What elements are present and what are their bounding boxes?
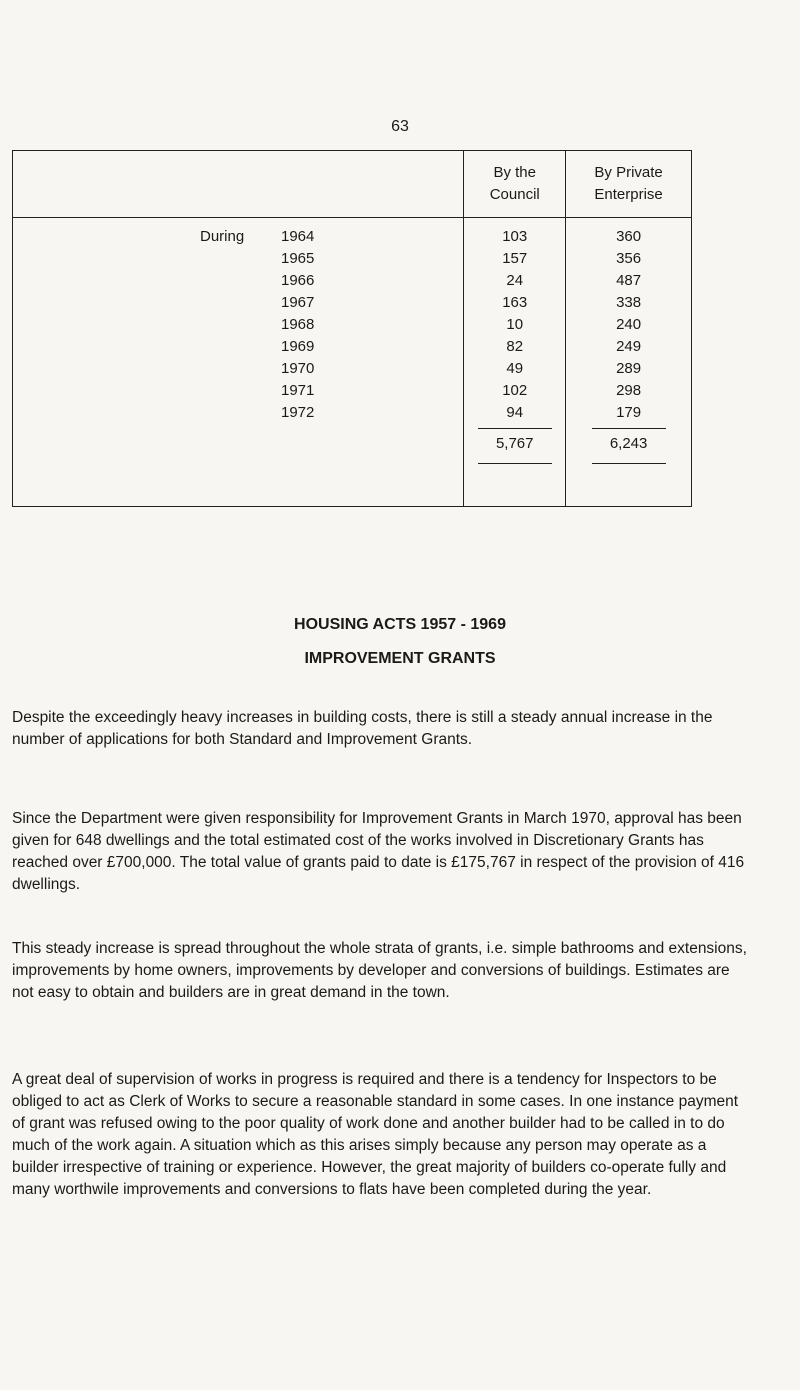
private-cell: 289 [616,360,642,377]
total-rule-bottom [478,463,552,464]
year-cell: 1972 [281,404,315,421]
council-cell: 163 [502,294,528,311]
private-cell: 356 [616,250,642,267]
private-cell: 338 [616,294,642,311]
private-column [566,218,692,507]
section-heading: HOUSING ACTS 1957 - 1969 [294,616,506,633]
private-cell: 249 [616,338,642,355]
council-cell: 49 [506,360,524,377]
private-cell: 179 [616,404,642,421]
table-row [13,248,463,270]
year-column [13,218,464,507]
dwellings-table [12,150,692,507]
header-council-line1: By the [493,164,536,181]
table-row [13,292,463,314]
paragraph-2: Since the Department were given responsibility for Improvement Grants in March 1970, approval has been given for 648 dwellings and the total estimated cost of the works involved in Discretionary Grants has reached over £700,000. The total value of grants paid to date is £175,767 in respect of the provision of 416 dwellings. [12,810,745,893]
council-cell: 157 [502,250,528,267]
year-cell: 1964 [281,228,315,245]
year-cell: 1967 [281,294,315,311]
table-row [13,314,463,336]
private-total: 6,243 [609,435,648,452]
paragraph-3: This steady increase is spread throughout the whole strata of grants, i.e. simple bathrooms and extensions, improvements by home owners, improvements by developer and conversions of buildings. Estimates are not easy to obtain and builders are in great demand in the town. [12,940,747,1001]
header-council-line2: Council [489,186,540,203]
council-cell: 24 [506,272,524,289]
private-cell: 487 [616,272,642,289]
council-column [464,218,566,507]
header-private-line1: By Private [594,164,663,181]
table-row [13,270,463,292]
private-cell: 360 [616,228,642,245]
year-cell: 1968 [281,316,315,333]
private-cell: 298 [616,382,642,399]
row-label: During [200,228,245,245]
paragraph-4: A great deal of supervision of works in progress is required and there is a tendency for Inspectors to be obliged to act as Clerk of Works to secure a reasonable standard in some cases. In one instance payment of grant was refused owing to the poor quality of work done and another builder had to be called in to do much of the work again. A situation which as this arises simply because any person may operate as a builder irrespective of training or experience. However, the great majority of builders co-operate fully and many worthwile improvements and conversions to flats have been completed during the year. [12,1071,739,1198]
header-private-line2: Enterprise [594,186,663,203]
council-cell: 94 [506,404,524,421]
total-rule-bottom [592,463,666,464]
table-body-row [13,218,692,507]
council-cell: 82 [506,338,524,355]
council-cell: 102 [502,382,528,399]
council-total: 5,767 [495,435,534,452]
header-blank [13,151,464,218]
table-row [13,402,463,424]
table-header-row [13,151,692,218]
year-cell: 1970 [281,360,315,377]
header-council [464,151,566,218]
header-private [566,151,692,218]
council-cell: 10 [506,316,524,333]
year-cell: 1965 [281,250,315,267]
year-cell: 1971 [281,382,315,399]
table-row [13,358,463,380]
table-row [13,226,463,248]
year-cell: 1966 [281,272,315,289]
table-row [13,380,463,402]
section-subheading: IMPROVEMENT GRANTS [304,650,496,667]
paragraph-1: Despite the exceedingly heavy increases in building costs, there is still a steady annual increase in the number of applications for both Standard and Improvement Grants. [12,709,713,748]
year-cell: 1969 [281,338,315,355]
council-cell: 103 [502,228,528,245]
private-cell: 240 [616,316,642,333]
page-number: 63 [391,118,409,135]
table-row [13,336,463,358]
